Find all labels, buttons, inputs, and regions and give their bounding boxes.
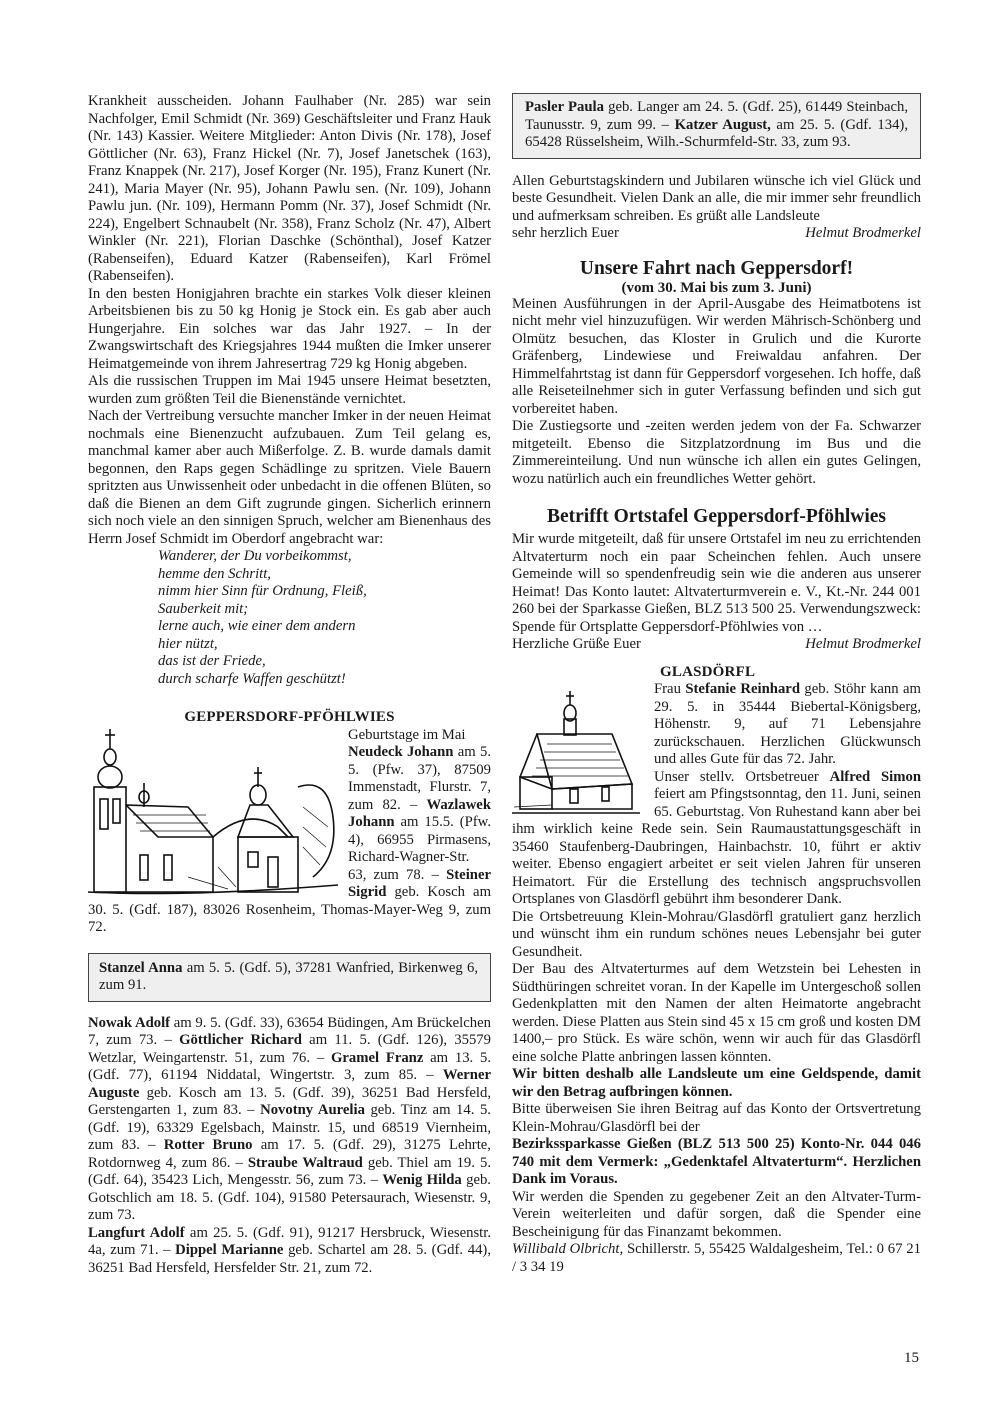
text-segment: am 25. 5. (Gdf. 91), 91217 Hersbruck, Wiesenstr. 4a, zum 71. – [88,1224,492,1258]
left-column [88,93,491,1277]
name-highlight: Rotter Bruno [163,1137,253,1153]
poem [158,548,491,688]
birthday-list-paragraph [88,1015,491,1225]
beekeepers-paragraph: Krankheit ausscheiden. Johann Faulhaber (Nr. 285) war sein Nachfolger, Emil Schmidt (Nr. 369) Geschäftsleiter und Franz Hauk (Nr. 143) Kassier. Weitere Mitglieder: Anton Divis (Nr. 178), Josef Göttlicher (Nr. 63), Franz Hickel (Nr. 7), Josef Janetschek (163), Franz Knappek (Nr. 217), Josef Korger (Nr. 195), Franz Kunert (Nr. 241), Maria Mayer (Nr. 95), Johann Pawlu sen. (Nr. 109), Johann Pawlu jun. (Nr. 109), Hermann Pomm (Nr. 37), Josef Schmidt (Nr. 224), Engelbert Schnaubelt (Nr. 358), Franz Scholz (Nr. 47), Albert Winkler (Nr. 221), Florian Daschke (Schönthal), Josef Katzer (Rabenseifen), Eduard Katzer (Rabenseifen), Karl Frömel (Rabenseifen). [88,93,491,284]
name-highlight: Stanzel Anna [99,959,183,976]
sign-paragraph: Mir wurde mitgeteilt, daß für unsere Ortstafel im neu zu errichtenden Altvaterturm noch ein paar Scheinchen fehlen. Auch unsere Gemeinde will so spendenfreudig sein wie die anderen aus unserer Heimat! Das Konto lautet: Altvaterturmverein e. V., Kt.-Nr. 244 001 260 bei der Sparkasse Gießen, BLZ 513 500 25. Verwendungszweck: Spende für Ortsplatte Geppersdorf-Pföhlwies von … [512,531,921,635]
name-highlight: Langfurt Adolf [88,1224,185,1241]
greeting-paragraph: Allen Geburtstagskindern und Jubilaren wünsche ich viel Glück und beste Gesundheit. Vielen Dank an alle, die mir immer sehr freundlich und aufmerksam schreiben. Es grüßt alle Landsleute [512,172,921,224]
name-highlight: Steiner Sigrid [348,866,491,900]
expulsion-paragraph: Nach der Vertreibung versuchte mancher Imker in der neuen Heimat nochmals eine Bienenzucht aufzubauen. Zum Teil gelang es, manchmal kamer aber auch Mißerfolge. Z. B. wurde damals damit begonnen, den Raps gegen Schädlinge zu spritzen. Viele Bauern spritzten aus Unwissenheit oder unbedacht in die offenen Blüten, so daß die Bienen an dem Gift zugrunde gingen. Sicherlich erinnern sich noch viele an den sinnigen Spruch, welcher am Bienenhaus des Herrn Josef Schmidt im Oberdorf angebracht war: [88,408,491,547]
transfer-paragraph: Bitte überweisen Sie ihren Beitrag auf das Konto der Ortsvertretung Klein-Mohrau/Glasdörfl bei der [512,1101,921,1135]
poem-line: das ist der Friede, [158,653,266,669]
trip-subheading: (vom 30. Mai bis zum 3. Juni) [621,279,812,296]
birthday-box-pasler [512,93,921,159]
text-segment: am 9. 5. (Gdf. 33), 63654 Büdingen, Am Brückelchen 7, zum 73. – [88,1014,491,1048]
glasdoerfl-section [512,681,921,909]
text-segment: am 13. 5. (Gdf. 77), 61194 Niddatal, Wingertstr. 3, zum 85. – [88,1049,491,1083]
name-highlight: Straube Waltraud [247,1154,363,1171]
name-highlight: Pasler Paula [525,99,604,115]
birthday-box-stanzel [88,953,491,1002]
tower-paragraph: Der Bau des Altvaterturmes auf dem Wetzstein bei Lehesten in Südthüringen schreitet voran. In der Kapelle im Untergeschoß sollen Gedenkplatten mit den Namen der alten Heimatorte angebracht werden. Diese Platten aus Stein sind 45 x 15 cm groß und kosten DM 1400,– pro Stück. Es wäre schön, wenn wir auch für das Glasdörfl eine solche Platte anbringen lassen könnten. [512,961,921,1065]
text-segment: geb. Tinz am 14. 5. (Gdf. 19), 63329 Egelsbach, Mainstr. 15, und 68519 Viernheim, zum 83. – [88,1102,491,1153]
sign-close: Herzliche Grüße Euer [512,636,641,652]
author-address: Schillerstr. 5, 55425 Waldalgesheim, Tel.: 0 67 21 / 3 34 19 [512,1241,921,1275]
signature: Helmut Brodmerkel [805,636,921,652]
poem-line: nimm hier Sinn für Ordnung, Fleiß, [158,583,367,599]
text-segment: am 25. 5. (Gdf. 134), 65428 Rüsselsheim, Wilh.-Schurmfeld-Str. 33, zum 93. [525,116,908,150]
text-segment: geb. Thiel am 19. 5. (Gdf. 64), 35423 Lich, Mengesstr. 56, zum 73. – [88,1154,491,1188]
text-segment: geb. Kosch am 13. 5. (Gdf. 39), 36251 Bad Hersfeld, Gerstengarten 1, zum 83. – [88,1084,491,1118]
honey-paragraph: In den besten Honigjahren brachte ein starkes Volk dieser kleinen Arbeitsbienen bis zu 50 kg Honig je Stock ein. Es gab aber auch Hungerjahre. Ein solches war das Jahr 1927. – In der Zwangswirtschaft des Kriegsjahres 1944 mußten die Imker unserer Heimatgemeinde von ihrem Jahresertrag 729 kg Honig abgeben. [88,285,491,372]
name-highlight: Nowak Adolf [88,1014,171,1031]
text-segment: am 15.5. (Pfw. 4), 66955 Pirmasens, Richard-Wagner-Str. 63, zum 78. – [348,814,491,883]
name-highlight: Stefanie Reinhard [685,681,800,697]
poem-line: durch scharfe Waffen geschützt! [158,670,346,687]
text-segment: am 5. 5. (Gdf. 5), 37281 Wanfried, Birkenweg 6, zum 91. [99,959,478,993]
author-name: Willibald Olbricht, [512,1241,624,1257]
name-highlight: Dippel Marianne [175,1242,284,1258]
trip-heading: Unsere Fahrt nach Geppersdorf! [579,257,854,279]
troops-paragraph: Als die russischen Truppen im Mai 1945 unsere Heimat besetzten, wurden zum größten Teil die Bienenstände vernichtet. [88,373,491,407]
name-highlight: Wazlawek Johann [348,796,491,830]
text-segment: geb. Langer am 24. 5. (Gdf. 25), 61449 Steinbach, Taunusstr. 9, zum 99. – [525,99,909,133]
text-segment: am 11. 5. (Gdf. 126), 35579 Wetzlar, Weingartenstr. 51, zum 76. – [88,1032,491,1066]
text-segment: Unser stellv. Ortsbetreuer [654,768,830,785]
poem-line: hier nützt, [158,635,218,652]
poem-line: lerne auch, wie einer dem andern [158,618,356,634]
birthday-list-paragraph-2 [88,1225,491,1278]
right-column [512,93,921,1276]
text-segment: geb. Schartel am 28. 5. (Gdf. 44), 36251 Bad Hersfeld, Hersfelder Str. 21, zum 72. [88,1242,491,1276]
forwarding-paragraph: Wir werden die Spenden zu gegebener Zeit an den Altvater-Turm-Verein weiterleiten und dafür sorgen, daß die Spender eine Bescheinigung für das Finanzamt bekommen. [512,1188,921,1240]
signature: Helmut Brodmerkel [805,225,921,241]
text-segment: geb. Kosch am 30. 5. (Gdf. 187), 83026 Rosenheim, Thomas-Mayer-Weg 9, zum 72. [88,884,491,935]
bank-details: Bezirkssparkasse Gießen (BLZ 513 500 25) Konto-Nr. 044 046 740 mit dem Vermerk: „Gedenktafel Altvaterturm“. Herzlichen Dank im Voraus. [512,1136,921,1187]
text-segment: geb. Gotschlich am 18. 5. (Gdf. 104), 91580 Petersaurach, Wiesenstr. 9, zum 73. [88,1172,491,1223]
name-highlight: Katzer August, [674,116,771,133]
sign-heading: Betrifft Ortstafel Geppersdorf-Pföhlwies [547,506,886,527]
text-segment: feiert am Pfingstsonntag, den 11. Juni, seinen 65. Geburtstag. Von Ruhestand kann aber bei ihm wirklich keine Rede sein. Sein Raumaustattungsgeschäft in 35460 Staufenberg-Daubringen, Hainbachstr. 10, führt er aktiv weiter. Ebenso engagiert arbeitet er seit vielen Jahren für unseren Heimatort. Für die Erstellung des technisch angspruchsvollen Ortsplanes von Glasdörfl gebührt ihm besonderer Dank. [512,786,921,907]
congratulation-paragraph: Die Ortsbetreuung Klein-Mohrau/Glasdörfl gratuliert ganz herzlich und wünscht ihm ein rundum schönes neues Lebensjahr bei guter Gesundheit. [512,908,921,960]
author-contact [512,1241,921,1276]
name-highlight: Werner Auguste [88,1067,491,1101]
name-highlight: Gramel Franz [330,1049,424,1066]
text-segment: am 17. 5. (Gdf. 29), 31275 Lehrte, Rotdornweg 4, zum 86. – [88,1137,491,1171]
name-highlight: Alfred Simon [829,768,921,785]
box-text [525,99,908,152]
sign-signature-line [512,636,921,654]
geppersdorf-section [88,727,491,937]
poem-line: Sauberkeit mit; [158,600,249,617]
name-highlight: Wenig Hilda [382,1172,462,1188]
text-segment: Frau [654,681,686,697]
donation-request: Wir bitten deshalb alle Landsleute um eine Geldspende, damit wir den Betrag aufbringen können. [512,1066,921,1100]
name-highlight: Göttlicher Richard [179,1032,302,1048]
text-segment: geb. Stöhr kann am 29. 5. in 35444 Biebertal-Königsberg, Höhenstr. 9, auf 71 Lebensjahre zurückschauen. Herzlichen Glückwunsch und alles Gute für das 72. Jahr. [654,681,921,767]
glasdoerfl-heading: GLASDÖRFL [660,663,756,680]
box-text [99,960,478,995]
text-segment: am 5. 5. (Pfw. 37), 87509 Immenstadt, Flurstr. 7, zum 82. – [348,744,491,813]
page-number: 15 [904,1350,919,1366]
church-illustration [88,727,340,899]
name-highlight: Neudeck Johann [348,744,454,760]
chapel-illustration [512,689,642,817]
greeting-signature-line [512,225,921,243]
name-highlight: Novotny Aurelia [260,1102,365,1118]
poem-line: hemme den Schritt, [158,565,271,582]
geppersdorf-heading: GEPPERSDORF-PFÖHLWIES [184,709,395,725]
trip-paragraph-2: Die Zustiegsorte und -zeiten werden jedem von der Fa. Schwarzer mitgeteilt. Ebenso die Sitzplatzordnung im Bus und die Zimmereinteilung. Und nun wünsche ich allen ein gutes Gelingen, wozu natürlich auch ein freundliches Wetter gehört. [512,418,921,487]
greeting-close: sehr herzlich Euer [512,225,619,241]
poem-line: Wanderer, der Du vorbeikommst, [158,548,352,564]
trip-paragraph: Meinen Ausführungen in der April-Ausgabe des Heimatbotens ist nicht mehr viel hinzuzufügen. Wir werden Mährisch-Schönberg und Olmütz besuchen, das Kloster in Grulich und die Kurorte Gräfenberg, Lindewiese und Freiwaldau anfahren. Der Himmelfahrtstag ist dann für Geppersdorf vorgesehen. Ich hoffe, daß alle Reiseteilnehmer sich in guter Verfassung befinden und sich gut vorbereitet haben. [512,295,921,417]
geppersdorf-intro: Geburtstage im Mai [348,726,466,743]
